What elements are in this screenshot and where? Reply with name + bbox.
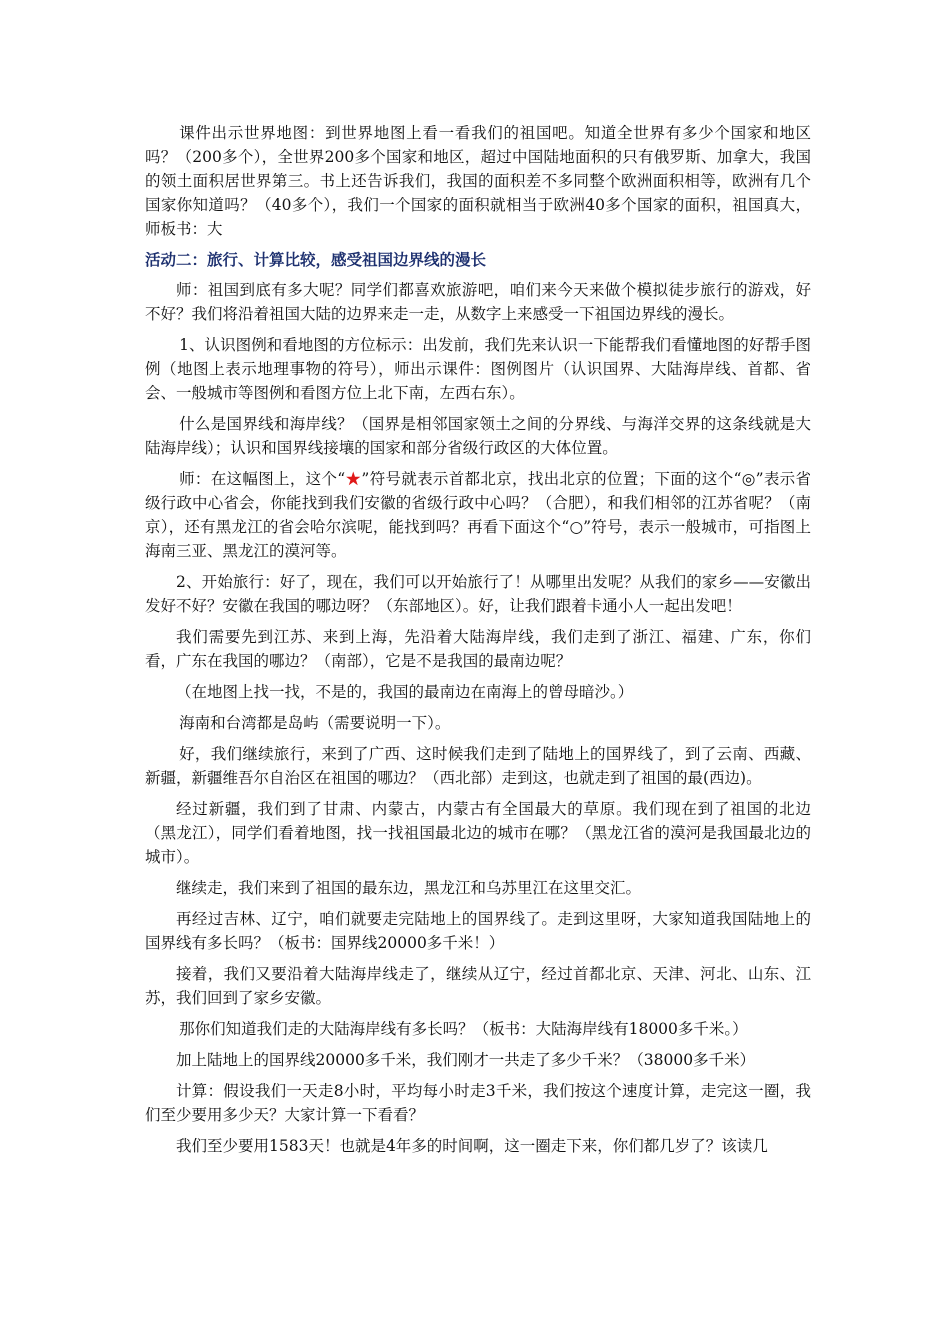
- paragraph-world-map: 课件出示世界地图：到世界地图上看一看我们的祖国吧。知道全世界有多少个国家和地区吗？（200多个），全世界200多个国家和地区，超过中国陆地面积的只有俄罗斯、加拿大，我国的领土面积居世界第三。书上还告诉我们，我国的面积差不多同整个欧洲面积相等，欧洲有几个国家你知道吗？（40多个），我们一个国家的面积就相当于欧洲40多个国家的面积，祖国真大，师板书：大: [145, 124, 811, 238]
- paragraph-islands: 海南和台湾都是岛屿（需要说明一下）。: [179, 714, 451, 732]
- paragraph-eastmost: 继续走，我们来到了祖国的最东边，黑龙江和乌苏里江在这里交汇。: [176, 879, 642, 897]
- paragraph-land-border-length: 再经过吉林、辽宁，咱们就要走完陆地上的国界线了。走到这里呀，大家知道我国陆地上的国界线有多长吗？（板书：国界线20000多千米！）: [145, 910, 811, 952]
- paragraph-coastline-walk: 接着，我们又要沿着大陆海岸线走了，继续从辽宁，经过首都北京、天津、河北、山东、江苏，我们回到了家乡安徽。: [145, 965, 811, 1007]
- paragraph-northward: 经过新疆，我们到了甘肃、内蒙古，内蒙古有全国最大的草原。我们现在到了祖国的北边（黑龙江），同学们看着地图，找一找祖国最北边的城市在哪？（黑龙江省的漠河是我国最北边的城市）。: [145, 800, 811, 866]
- text-after-star: ”符号就表示首都北京，找出北京的位置；下面的这个“◎”表示省级行政中心省会，你能找到我们安徽的省级行政中心吗？（合肥），和我们相邻的江苏省呢？（南京），还有黑龙江的省会哈尔滨呢，能找到吗？再看下面这个“○”符号，表示一般城市，可指图上海南三亚、黑龙江的漠河等。: [145, 470, 811, 560]
- paragraph-southernmost: （在地图上找一找，不是的，我国的最南边在南海上的曾母暗沙。）: [176, 683, 634, 701]
- paragraph-coastline-length: 那你们知道我们走的大陆海岸线有多长吗？（板书：大陆海岸线有18000多千米。）: [179, 1020, 748, 1038]
- paragraph-start-trip: 2、开始旅行：好了，现在，我们可以开始旅行了！从哪里出发呢？从我们的家乡——安徽出发好不好？安徽在我国的哪边呀？（东部地区）。好，让我们跟着卡通小人一起出发吧！: [145, 573, 811, 615]
- paragraph-legend: 1、认识图例和看地图的方位标示：出发前，我们先来认识一下能帮我们看懂地图的好帮手图例（地图上表示地理事物的符号），师出示课件：图例图片（认识国界、大陆海岸线、首都、省会、一般城市等图例和看图方位上北下南，左西右东）。: [145, 336, 811, 402]
- paragraph-total-length: 加上陆地上的国界线20000多千米，我们刚才一共走了多少千米？（38000多千米）: [176, 1051, 756, 1069]
- paragraph-westward: 好，我们继续旅行，来到了广西、这时候我们走到了陆地上的国界线了，到了云南、西藏、新疆，新疆维吾尔自治区在祖国的哪边？（西北部）走到这，也就走到了祖国的最(西边)。: [145, 745, 811, 787]
- paragraph-intro-trip: 师：祖国到底有多大呢？同学们都喜欢旅游吧，咱们来今天来做个模拟徒步旅行的游戏，好不好？我们将沿着祖国大陆的边界来走一走，从数字上来感受一下祖国边界线的漫长。: [145, 281, 811, 323]
- paragraph-border-lines: 什么是国界线和海岸线？（国界是相邻国家领土之间的分界线、与海洋交界的这条线就是大陆海岸线）；认识和国界线接壤的国家和部分省级行政区的大体位置。: [145, 415, 811, 457]
- paragraph-result: 我们至少要用1583天！也就是4年多的时间啊，这一圈走下来，你们都几岁了？该读几: [176, 1137, 768, 1155]
- text-before-star: 师：在这幅图上，这个“: [179, 470, 346, 488]
- paragraph-calculation: 计算：假设我们一天走8小时，平均每小时走3千米，我们按这个速度计算，走完这一圈，我们至少要用多少天？大家计算一下看看？: [145, 1082, 811, 1124]
- star-icon: ★: [345, 470, 362, 488]
- paragraph-jiangsu-shanghai: 我们需要先到江苏、来到上海，先沿着大陆海岸线，我们走到了浙江、福建、广东，你们看，广东在我国的哪边？（南部），它是不是我国的最南边呢？: [145, 628, 811, 670]
- paragraph-capital-symbols: [145, 467, 811, 563]
- section-heading-activity-two: 活动二：旅行、计算比较，感受祖国边界线的漫长: [145, 251, 487, 269]
- document-body: [145, 121, 811, 1165]
